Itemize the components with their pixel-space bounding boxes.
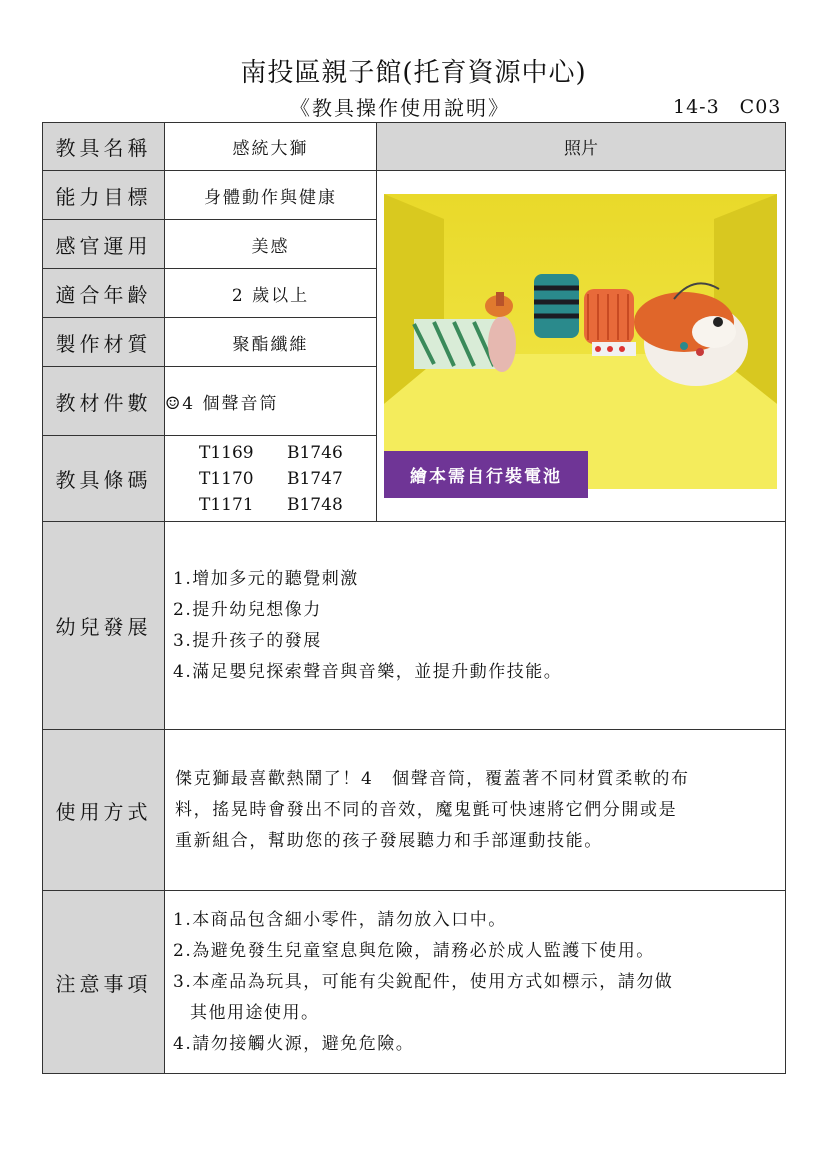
barcode-row bbox=[199, 492, 376, 518]
usage-line: 傑克獅最喜歡熱鬧了！4 個聲音筒，覆蓋著不同材質柔軟的布 bbox=[175, 768, 690, 789]
barcode-label: 教具條碼 bbox=[43, 436, 165, 522]
note-item: 3.本產品為玩具，可能有尖銳配件，使用方式如標示，請勿做 bbox=[173, 971, 674, 992]
photo-label: 照片 bbox=[377, 123, 786, 171]
usage-content bbox=[165, 730, 786, 891]
ability-label: 能力目標 bbox=[43, 171, 165, 220]
barcode-row bbox=[199, 466, 376, 492]
usage-line: 重新組合，幫助您的孩子發展聽力和手部運動技能。 bbox=[175, 830, 603, 851]
barcode-b: B1746 bbox=[287, 442, 343, 463]
name-label: 教具名稱 bbox=[43, 123, 165, 171]
usage-label: 使用方式 bbox=[43, 730, 165, 891]
barcode-t: T1170 bbox=[199, 468, 254, 489]
barcode-b: B1747 bbox=[287, 468, 343, 489]
ability-value: 身體動作與健康 bbox=[165, 171, 377, 220]
note-item: 2.為避免發生兒童窒息與危險，請務必於成人監護下使用。 bbox=[173, 940, 655, 961]
barcode-row bbox=[199, 440, 376, 466]
notes-label: 注意事項 bbox=[43, 891, 165, 1074]
barcode-t: T1169 bbox=[199, 442, 254, 463]
age-label: 適合年齡 bbox=[43, 269, 165, 318]
material-value: 聚酯纖維 bbox=[165, 318, 377, 367]
usage-line: 料，搖晃時會發出不同的音效，魔鬼氈可快速將它們分開或是 bbox=[175, 799, 678, 820]
toy-photo bbox=[384, 194, 777, 489]
note-item: 4.請勿接觸火源，避免危險。 bbox=[173, 1033, 415, 1054]
sense-label: 感官運用 bbox=[43, 220, 165, 269]
note-item: 1.本商品包含細小零件，請勿放入口中。 bbox=[173, 909, 507, 930]
development-label: 幼兒發展 bbox=[43, 522, 165, 730]
document-code: 14-3 C03 bbox=[673, 96, 782, 118]
battery-notice-badge: 繪本需自行裝電池 bbox=[384, 451, 588, 498]
development-item: 3.提升孩子的發展 bbox=[173, 630, 322, 651]
count-value: ☺4 個聲音筒 bbox=[165, 367, 377, 436]
document-title: 南投區親子館(托育資源中心) bbox=[240, 58, 587, 88]
barcode-list bbox=[165, 436, 377, 522]
info-table bbox=[42, 122, 786, 1074]
development-item: 1.增加多元的聽覺刺激 bbox=[173, 568, 359, 589]
sense-value: 美感 bbox=[165, 220, 377, 269]
photo-cell bbox=[377, 171, 786, 522]
development-item: 2.提升幼兒想像力 bbox=[173, 599, 322, 620]
note-item: 其他用途使用。 bbox=[190, 1002, 320, 1023]
material-label: 製作材質 bbox=[43, 318, 165, 367]
barcode-b: B1748 bbox=[287, 494, 343, 515]
name-value: 感統大獅 bbox=[165, 123, 377, 171]
development-item: 4.滿足嬰兒探索聲音與音樂，並提升動作技能。 bbox=[173, 661, 563, 682]
age-value: 2 歲以上 bbox=[165, 269, 377, 318]
count-label: 教材件數 bbox=[43, 367, 165, 436]
development-content bbox=[165, 522, 786, 730]
notes-content bbox=[165, 891, 786, 1074]
barcode-t: T1171 bbox=[199, 494, 254, 515]
document-subtitle: 《教具操作使用說明》 bbox=[290, 96, 510, 120]
